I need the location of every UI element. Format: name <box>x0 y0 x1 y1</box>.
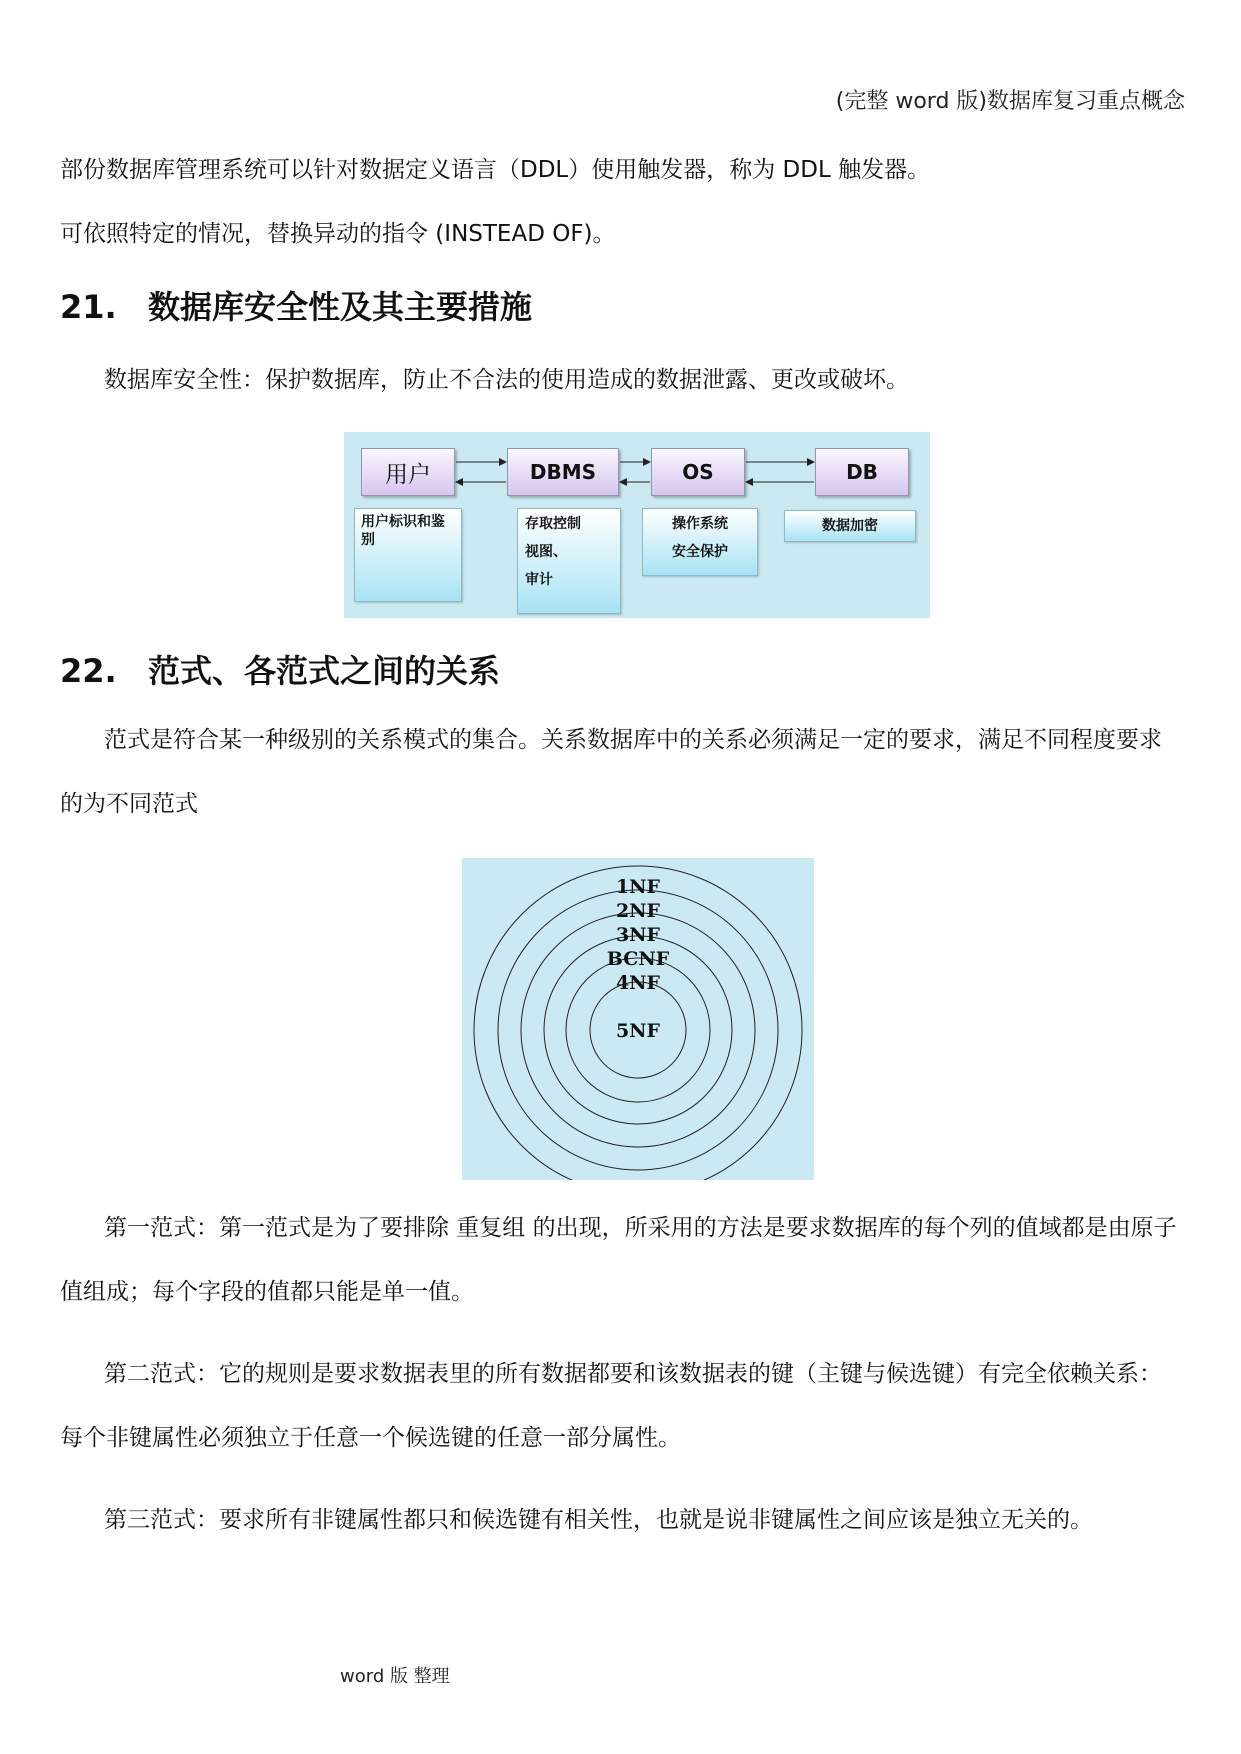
sub-os-protection <box>642 508 758 576</box>
box-user: 用户 <box>361 448 455 496</box>
section-22-heading <box>60 646 500 692</box>
section-21-heading <box>60 282 532 328</box>
sub-dbms-line-3: 审计 <box>525 572 553 588</box>
security-diagram <box>344 432 930 618</box>
sub-os-line-2: 安全保护 <box>672 544 728 560</box>
box-db: DB <box>815 448 909 496</box>
label-bcnf: BCNF <box>606 948 670 970</box>
label-2nf: 2NF <box>615 900 661 922</box>
section-22-number: 22. <box>60 652 117 690</box>
normal-forms-diagram <box>462 858 814 1180</box>
box-os: OS <box>651 448 745 496</box>
sub-dbms-line-2: 视图、 <box>525 544 567 560</box>
first-normal-form: 第一范式：第一范式是为了要排除 重复组 的出现，所采用的方法是要求数据库的每个列的值域都是由原子值组成；每个字段的值都只能是单一值。 <box>60 1215 1177 1305</box>
label-5nf: 5NF <box>615 1020 661 1042</box>
page-header: (完整 word 版)数据库复习重点概念 <box>835 89 1185 114</box>
sub-dbms-line-1: 存取控制 <box>525 516 581 532</box>
box-dbms: DBMS <box>507 448 619 496</box>
intro-line-2: 可依照特定的情况，替换异动的指令 (INSTEAD OF)。 <box>60 221 616 247</box>
label-4nf: 4NF <box>615 972 661 994</box>
sub-user-auth: 用户标识和鉴别 <box>354 508 462 602</box>
sub-dbms-controls <box>517 508 621 614</box>
section-21-title: 数据库安全性及其主要措施 <box>148 288 533 326</box>
second-normal-form: 第二范式：它的规则是要求数据表里的所有数据都要和该数据表的键（主键与候选键）有完全依赖关系：每个非键属性必须独立于任意一个候选键的任意一部分属性。 <box>60 1361 1162 1451</box>
section-22-title: 范式、各范式之间的关系 <box>148 652 501 690</box>
intro-line-1: 部份数据库管理系统可以针对数据定义语言（DDL）使用触发器，称为 DDL 触发器。 <box>60 157 931 183</box>
sub-os-line-1: 操作系统 <box>672 516 728 532</box>
normal-forms-rings <box>462 858 814 1180</box>
security-definition: 数据库安全性：保护数据库，防止不合法的使用造成的数据泄露、更改或破坏。 <box>104 367 909 393</box>
label-3nf: 3NF <box>615 924 661 946</box>
normal-forms-definition: 范式是符合某一种级别的关系模式的集合。关系数据库中的关系必须满足一定的要求，满足不同程度要求的为不同范式 <box>60 727 1162 817</box>
section-21-number: 21. <box>60 288 117 326</box>
third-normal-form: 第三范式：要求所有非键属性都只和候选键有相关性，也就是说非键属性之间应该是独立无关的。 <box>104 1507 1093 1533</box>
page-footer: word 版 整理 <box>340 1666 450 1687</box>
label-1nf: 1NF <box>615 876 661 898</box>
sub-db-encryption: 数据加密 <box>784 510 916 542</box>
